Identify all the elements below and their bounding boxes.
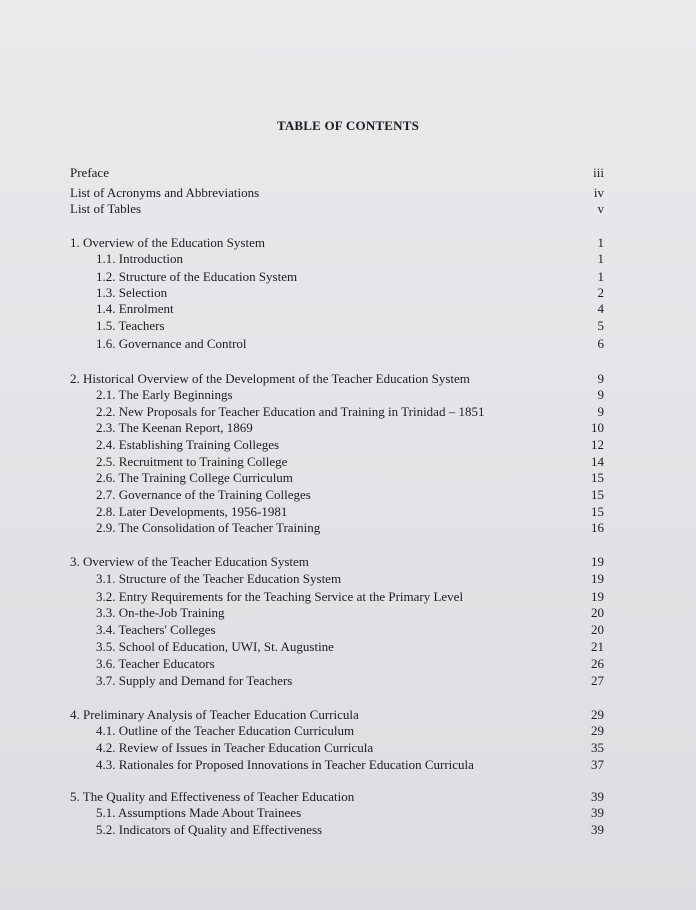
toc-page-number: 15 [591, 487, 604, 502]
toc-page-number: 4 [597, 301, 604, 316]
toc-section [0, 722, 696, 739]
toc-section [0, 469, 696, 486]
toc-chapter-5 [0, 788, 696, 805]
toc-page-number: 15 [591, 504, 604, 519]
toc-section-label: 2.8. Later Developments, 1956-1981 [96, 504, 288, 519]
toc-section-label: 2.1. The Early Beginnings [96, 387, 233, 402]
toc-section-label: 1.3. Selection [96, 285, 168, 300]
toc-entry-label: List of Acronyms and Abbreviations [70, 185, 260, 200]
toc-page-number: 37 [591, 757, 604, 772]
toc-chapter-label: 1. Overview of the Education System [70, 235, 265, 250]
toc-section-label: 2.2. New Proposals for Teacher Education and Training in Trinidad – 1851 [96, 404, 485, 419]
toc-section-label: 3.6. Teacher Educators [96, 656, 215, 671]
toc-section-label: 1.6. Governance and Control [96, 336, 247, 351]
toc-section-label: 4.2. Review of Issues in Teacher Education Curricula [96, 740, 374, 755]
toc-section [0, 655, 696, 672]
toc-chapter-label: 4. Preliminary Analysis of Teacher Education Curricula [70, 707, 359, 722]
toc-chapter-4 [0, 706, 696, 723]
toc-section-label: 1.2. Structure of the Education System [96, 269, 298, 284]
toc-section [0, 519, 696, 536]
toc-page-number: 1 [597, 251, 604, 266]
toc-page-number: v [597, 201, 604, 216]
toc-entry-preface [0, 164, 696, 181]
toc-section [0, 486, 696, 503]
toc-page-number: 20 [591, 605, 604, 620]
toc-section-label: 2.7. Governance of the Training Colleges [96, 487, 311, 502]
toc-page-number: 29 [591, 723, 604, 738]
toc-page-number: 19 [591, 589, 604, 604]
toc-page-number: 6 [597, 336, 604, 351]
toc-section [0, 268, 696, 285]
toc-section [0, 739, 696, 756]
toc-chapter-3 [0, 553, 696, 570]
toc-chapter-label: 5. The Quality and Effectiveness of Teacher Education [70, 789, 355, 804]
toc-page-number: 19 [591, 571, 604, 586]
toc-chapter-label: 2. Historical Overview of the Development of the Teacher Education System [70, 371, 470, 386]
toc-entry-label: List of Tables [70, 201, 142, 216]
toc-page-number: iii [593, 165, 604, 180]
toc-section [0, 335, 696, 352]
toc-section [0, 638, 696, 655]
toc-section-label: 2.5. Recruitment to Training College [96, 454, 288, 469]
toc-section [0, 317, 696, 334]
toc-section-label: 2.3. The Keenan Report, 1869 [96, 420, 253, 435]
toc-page-number: 20 [591, 622, 604, 637]
toc-page-number: 9 [597, 404, 604, 419]
toc-section [0, 570, 696, 587]
toc-section-label: 3.5. School of Education, UWI, St. Augustine [96, 639, 334, 654]
toc-page-number: 12 [591, 437, 604, 452]
toc-section [0, 621, 696, 638]
toc-section [0, 804, 696, 821]
toc-section [0, 436, 696, 453]
toc-page-number: iv [593, 185, 604, 200]
toc-page-number: 9 [597, 371, 604, 386]
toc-entry-label: Preface [70, 165, 109, 180]
toc-section [0, 453, 696, 470]
toc-section-label: 1.1. Introduction [96, 251, 184, 266]
toc-entry-list-of-tables [0, 200, 696, 217]
toc-section-label: 3.2. Entry Requirements for the Teaching Service at the Primary Level [96, 589, 464, 604]
toc-section [0, 403, 696, 420]
toc-section [0, 672, 696, 689]
toc-page-number: 35 [591, 740, 604, 755]
toc-page-number: 39 [591, 822, 604, 837]
toc-section [0, 821, 696, 838]
toc-chapter-label: 3. Overview of the Teacher Education System [70, 554, 309, 569]
toc-page-number: 14 [591, 454, 604, 469]
toc-section-label: 3.4. Teachers' Colleges [96, 622, 216, 637]
toc-page-number: 9 [597, 387, 604, 402]
toc-page-number: 10 [591, 420, 604, 435]
toc-section-label: 2.4. Establishing Training Colleges [96, 437, 280, 452]
toc-section-label: 1.5. Teachers [96, 318, 165, 333]
toc-section [0, 419, 696, 436]
toc-section [0, 284, 696, 301]
toc-section-label: 4.1. Outline of the Teacher Education Curriculum [96, 723, 355, 738]
page-title: TABLE OF CONTENTS [276, 118, 420, 133]
toc-section [0, 604, 696, 621]
toc-page-number: 2 [597, 285, 604, 300]
toc-section [0, 588, 696, 605]
toc-page-number: 15 [591, 470, 604, 485]
toc-chapter-2 [0, 370, 696, 387]
toc-chapter-1 [0, 234, 696, 251]
toc-section [0, 250, 696, 267]
toc-section-label: 5.1. Assumptions Made About Trainees [96, 805, 302, 820]
toc-page-number: 19 [591, 554, 604, 569]
toc-page-number: 26 [591, 656, 604, 671]
toc-page-number: 1 [597, 235, 604, 250]
toc-page-number: 29 [591, 707, 604, 722]
toc-section [0, 503, 696, 520]
toc-entry-acronyms [0, 184, 696, 201]
toc-section [0, 300, 696, 317]
toc-page-number: 21 [591, 639, 604, 654]
toc-page-number: 39 [591, 789, 604, 804]
toc-section [0, 386, 696, 403]
toc-section-label: 2.9. The Consolidation of Teacher Training [96, 520, 321, 535]
toc-page-number: 16 [591, 520, 604, 535]
toc-section-label: 3.1. Structure of the Teacher Education System [96, 571, 342, 586]
toc-section-label: 1.4. Enrolment [96, 301, 174, 316]
toc-section-label: 4.3. Rationales for Proposed Innovations in Teacher Education Curricula [96, 757, 474, 772]
toc-page-number: 27 [591, 673, 604, 688]
toc-section-label: 3.7. Supply and Demand for Teachers [96, 673, 293, 688]
toc-section-label: 3.3. On-the-Job Training [96, 605, 225, 620]
toc-section-label: 2.6. The Training College Curriculum [96, 470, 293, 485]
toc-section [0, 756, 696, 773]
toc-page-number: 1 [597, 269, 604, 284]
toc-page-number: 39 [591, 805, 604, 820]
toc-page-number: 5 [597, 318, 604, 333]
toc-section-label: 5.2. Indicators of Quality and Effectiveness [96, 822, 323, 837]
